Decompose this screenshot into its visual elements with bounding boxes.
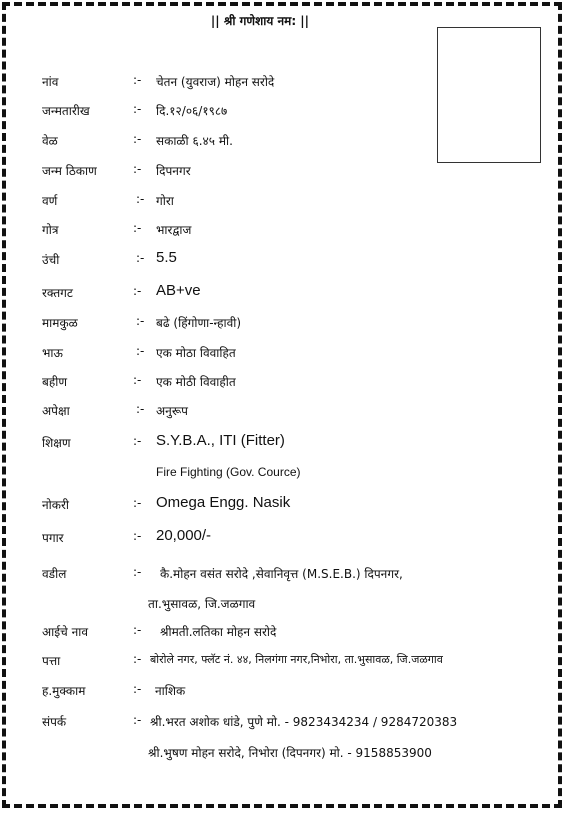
row-separator: :- [133, 102, 142, 116]
row-value: Omega Engg. Nasik [156, 494, 291, 511]
row-value: नाशिक [155, 684, 186, 698]
row-value: भारद्वाज [156, 223, 192, 237]
row-label: रक्तगट [42, 286, 73, 300]
row-separator: :- [133, 529, 142, 543]
row-separator: :- [133, 623, 142, 637]
row-value: S.Y.B.A., ITI (Fitter) [156, 432, 285, 449]
row-separator: :- [133, 682, 142, 696]
row-value: बोरोले नगर, फ्लॅट नं. ४४, निलगंगा नगर,निभोरा, ता.भुसावळ, जि.जळगाव [150, 653, 443, 666]
row-label: पगार [42, 531, 64, 545]
row-separator: :- [133, 132, 142, 146]
row-value: अनुरूप [156, 404, 188, 418]
invocation-header: || श्री गणेशाय नम: || [210, 14, 310, 28]
row-label: अपेक्षा [42, 404, 70, 418]
row-label: वेळ [42, 134, 58, 148]
row-value: दि.१२/०६/१९८७ [156, 104, 228, 118]
row-separator: :- [133, 73, 142, 87]
row-separator: :- [133, 713, 142, 727]
row-label: गोत्र [42, 223, 59, 237]
row-value: चेतन (युवराज) मोहन सरोदे [156, 75, 275, 89]
row-separator: :- [133, 373, 142, 387]
row-label: नोकरी [42, 498, 70, 512]
row-label: वडील [42, 567, 67, 581]
row-separator: :- [136, 192, 145, 206]
row-value: बढे (हिंगोणा-न्हावी) [156, 316, 242, 330]
row-label: पत्ता [42, 654, 61, 668]
row-value: गोरा [156, 194, 174, 208]
row-label: आईचे नाव [42, 625, 89, 639]
row-value: श्रीमती.लतिका मोहन सरोदे [160, 625, 277, 639]
row-label: जन्मतारीख [42, 104, 90, 118]
row-label: जन्म ठिकाण [42, 164, 97, 178]
row-separator: :- [133, 221, 142, 235]
row-label: नांव [42, 75, 59, 89]
row-value: दिपनगर [156, 164, 191, 178]
row-separator: :- [136, 251, 145, 265]
row-label: भाऊ [42, 346, 63, 360]
contact-line-2: श्री.भुषण मोहन सरोदे, निभोरा (दिपनगर) मो. - 9158853900 [148, 746, 432, 760]
row-value: एक मोठी विवाहीत [156, 375, 236, 389]
row-separator: :- [133, 162, 142, 176]
row-separator: :- [136, 314, 145, 328]
row-separator: :- [136, 344, 145, 358]
row-separator: :- [133, 434, 142, 448]
row-value: एक मोठा विवाहित [156, 346, 236, 360]
row-label: बहीण [42, 375, 68, 389]
row-value: कै.मोहन वसंत सरोदे ,सेवानिवृत्त (M.S.E.B.) दिपनगर, [160, 567, 403, 581]
row-value: 5.5 [156, 249, 177, 266]
row-separator: :- [133, 565, 142, 579]
photo-box [437, 27, 541, 163]
education-line-2: Fire Fighting (Gov. Cource) [156, 465, 301, 479]
row-separator: :- [136, 402, 145, 416]
row-separator: :- [133, 496, 142, 510]
row-label: वर्ण [42, 194, 58, 208]
row-separator: :- [133, 652, 142, 666]
row-label: शिक्षण [42, 436, 71, 450]
father-line-2: ता.भुसावळ, जि.जळगाव [148, 597, 256, 611]
row-value: श्री.भरत अशोक धांडे, पुणे मो. - 9823434234 / 9284720383 [150, 715, 458, 729]
row-value: 20,000/- [156, 527, 212, 544]
row-label: उंची [42, 253, 60, 267]
row-value: सकाळी ६.४५ मी. [156, 134, 233, 148]
row-label: ह.मुक्काम [42, 684, 86, 698]
row-separator: :- [133, 284, 142, 298]
row-label: मामकुळ [42, 316, 78, 330]
row-value: AB+ve [156, 282, 201, 299]
row-label: संपर्क [42, 715, 67, 729]
